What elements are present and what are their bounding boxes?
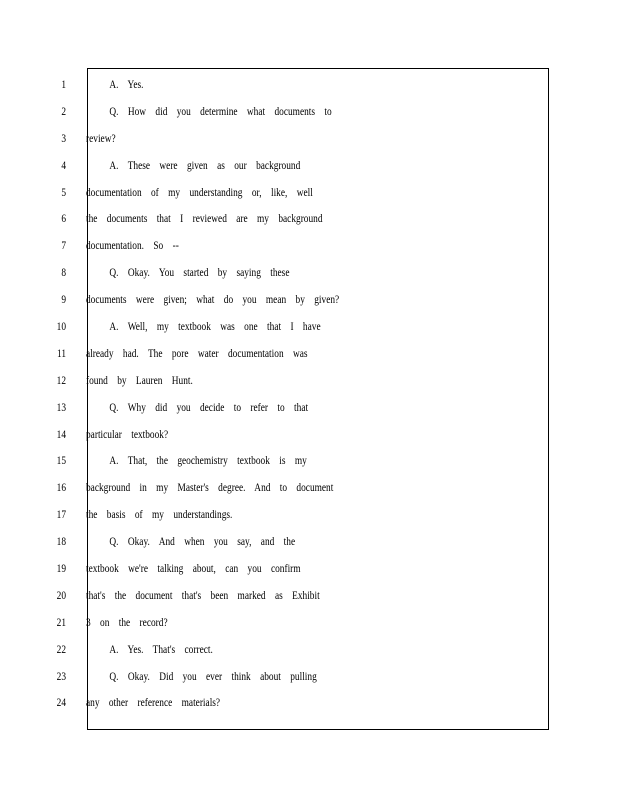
line-number: 20 — [56, 587, 66, 602]
line-number: 19 — [56, 561, 66, 576]
continuation-text: documents were given; what do you mean by given? — [86, 292, 340, 307]
transcript-line-19 — [0, 555, 618, 582]
continuation-text: review? — [86, 130, 116, 145]
question-text: Q. Okay. And when you say, and the — [109, 534, 296, 549]
answer-text: A. Yes. That's correct. — [109, 641, 213, 656]
transcript-line-10 — [0, 313, 618, 340]
transcript-line-2 — [0, 98, 618, 125]
question-text: Q. Why did you decide to refer to that — [109, 399, 309, 414]
answer-text: A. These were given as our background — [109, 157, 301, 172]
transcript-line-17 — [0, 501, 618, 528]
answer-text: A. That, the geochemistry textbook is my — [109, 453, 307, 468]
transcript-line-20 — [0, 582, 618, 609]
line-number: 12 — [56, 372, 66, 387]
line-number: 16 — [56, 480, 66, 495]
line-number: 15 — [56, 453, 66, 468]
continuation-text: background in my Master's degree. And to document — [86, 480, 334, 495]
line-number: 22 — [56, 641, 66, 656]
line-number: 8 — [61, 265, 66, 280]
line-number: 4 — [61, 157, 66, 172]
continuation-text: textbook we're talking about, can you confirm — [86, 561, 301, 576]
line-number: 14 — [56, 426, 66, 441]
continuation-text: any other reference materials? — [86, 695, 221, 710]
continuation-text: that's the document that's been marked as Exhibit — [86, 587, 320, 602]
line-number: 18 — [56, 534, 66, 549]
transcript-line-6 — [0, 205, 618, 232]
answer-text: A. Well, my textbook was one that I have — [109, 319, 321, 334]
line-number: 24 — [56, 695, 66, 710]
transcript-line-23 — [0, 663, 618, 690]
transcript-line-5 — [0, 179, 618, 206]
transcript-line-11 — [0, 340, 618, 367]
line-number: 13 — [56, 399, 66, 414]
line-number: 10 — [56, 319, 66, 334]
line-number: 6 — [61, 211, 66, 226]
line-number: 21 — [56, 614, 66, 629]
continuation-text: the basis of my understandings. — [86, 507, 233, 522]
answer-text: A. Yes. — [109, 77, 144, 91]
continuation-text: documentation of my understanding or, like, well — [86, 184, 313, 199]
transcript-line-21 — [0, 609, 618, 636]
line-number: 23 — [56, 668, 66, 683]
transcript-line-16 — [0, 474, 618, 501]
transcript-body — [0, 71, 618, 716]
continuation-text: found by Lauren Hunt. — [86, 372, 193, 387]
transcript-line-24 — [0, 689, 618, 716]
transcript-line-8 — [0, 259, 618, 286]
line-number: 2 — [61, 103, 66, 118]
transcript-line-18 — [0, 528, 618, 555]
line-number: 5 — [61, 184, 66, 199]
continuation-text: documentation. So -- — [86, 238, 179, 253]
line-number: 11 — [56, 345, 66, 360]
transcript-line-4 — [0, 152, 618, 179]
line-number: 3 — [61, 130, 66, 145]
line-number: 7 — [61, 238, 66, 253]
line-number: 1 — [61, 77, 66, 91]
transcript-line-22 — [0, 636, 618, 663]
continuation-text: already had. The pore water documentation was — [86, 345, 308, 360]
transcript-line-13 — [0, 394, 618, 421]
transcript-line-12 — [0, 367, 618, 394]
transcript-line-3 — [0, 125, 618, 152]
question-text: Q. How did you determine what documents to — [109, 103, 332, 118]
continuation-text: 3 on the record? — [86, 614, 168, 629]
continuation-text: the documents that I reviewed are my background — [86, 211, 323, 226]
line-number: 9 — [61, 292, 66, 307]
question-text: Q. Okay. Did you ever think about pulling — [109, 668, 317, 683]
line-number: 17 — [56, 507, 66, 522]
transcript-line-1 — [0, 71, 618, 98]
transcript-line-7 — [0, 232, 618, 259]
transcript-line-15 — [0, 447, 618, 474]
transcript-line-9 — [0, 286, 618, 313]
question-text: Q. Okay. You started by saying these — [109, 265, 290, 280]
continuation-text: particular textbook? — [86, 426, 169, 441]
transcript-line-14 — [0, 421, 618, 448]
